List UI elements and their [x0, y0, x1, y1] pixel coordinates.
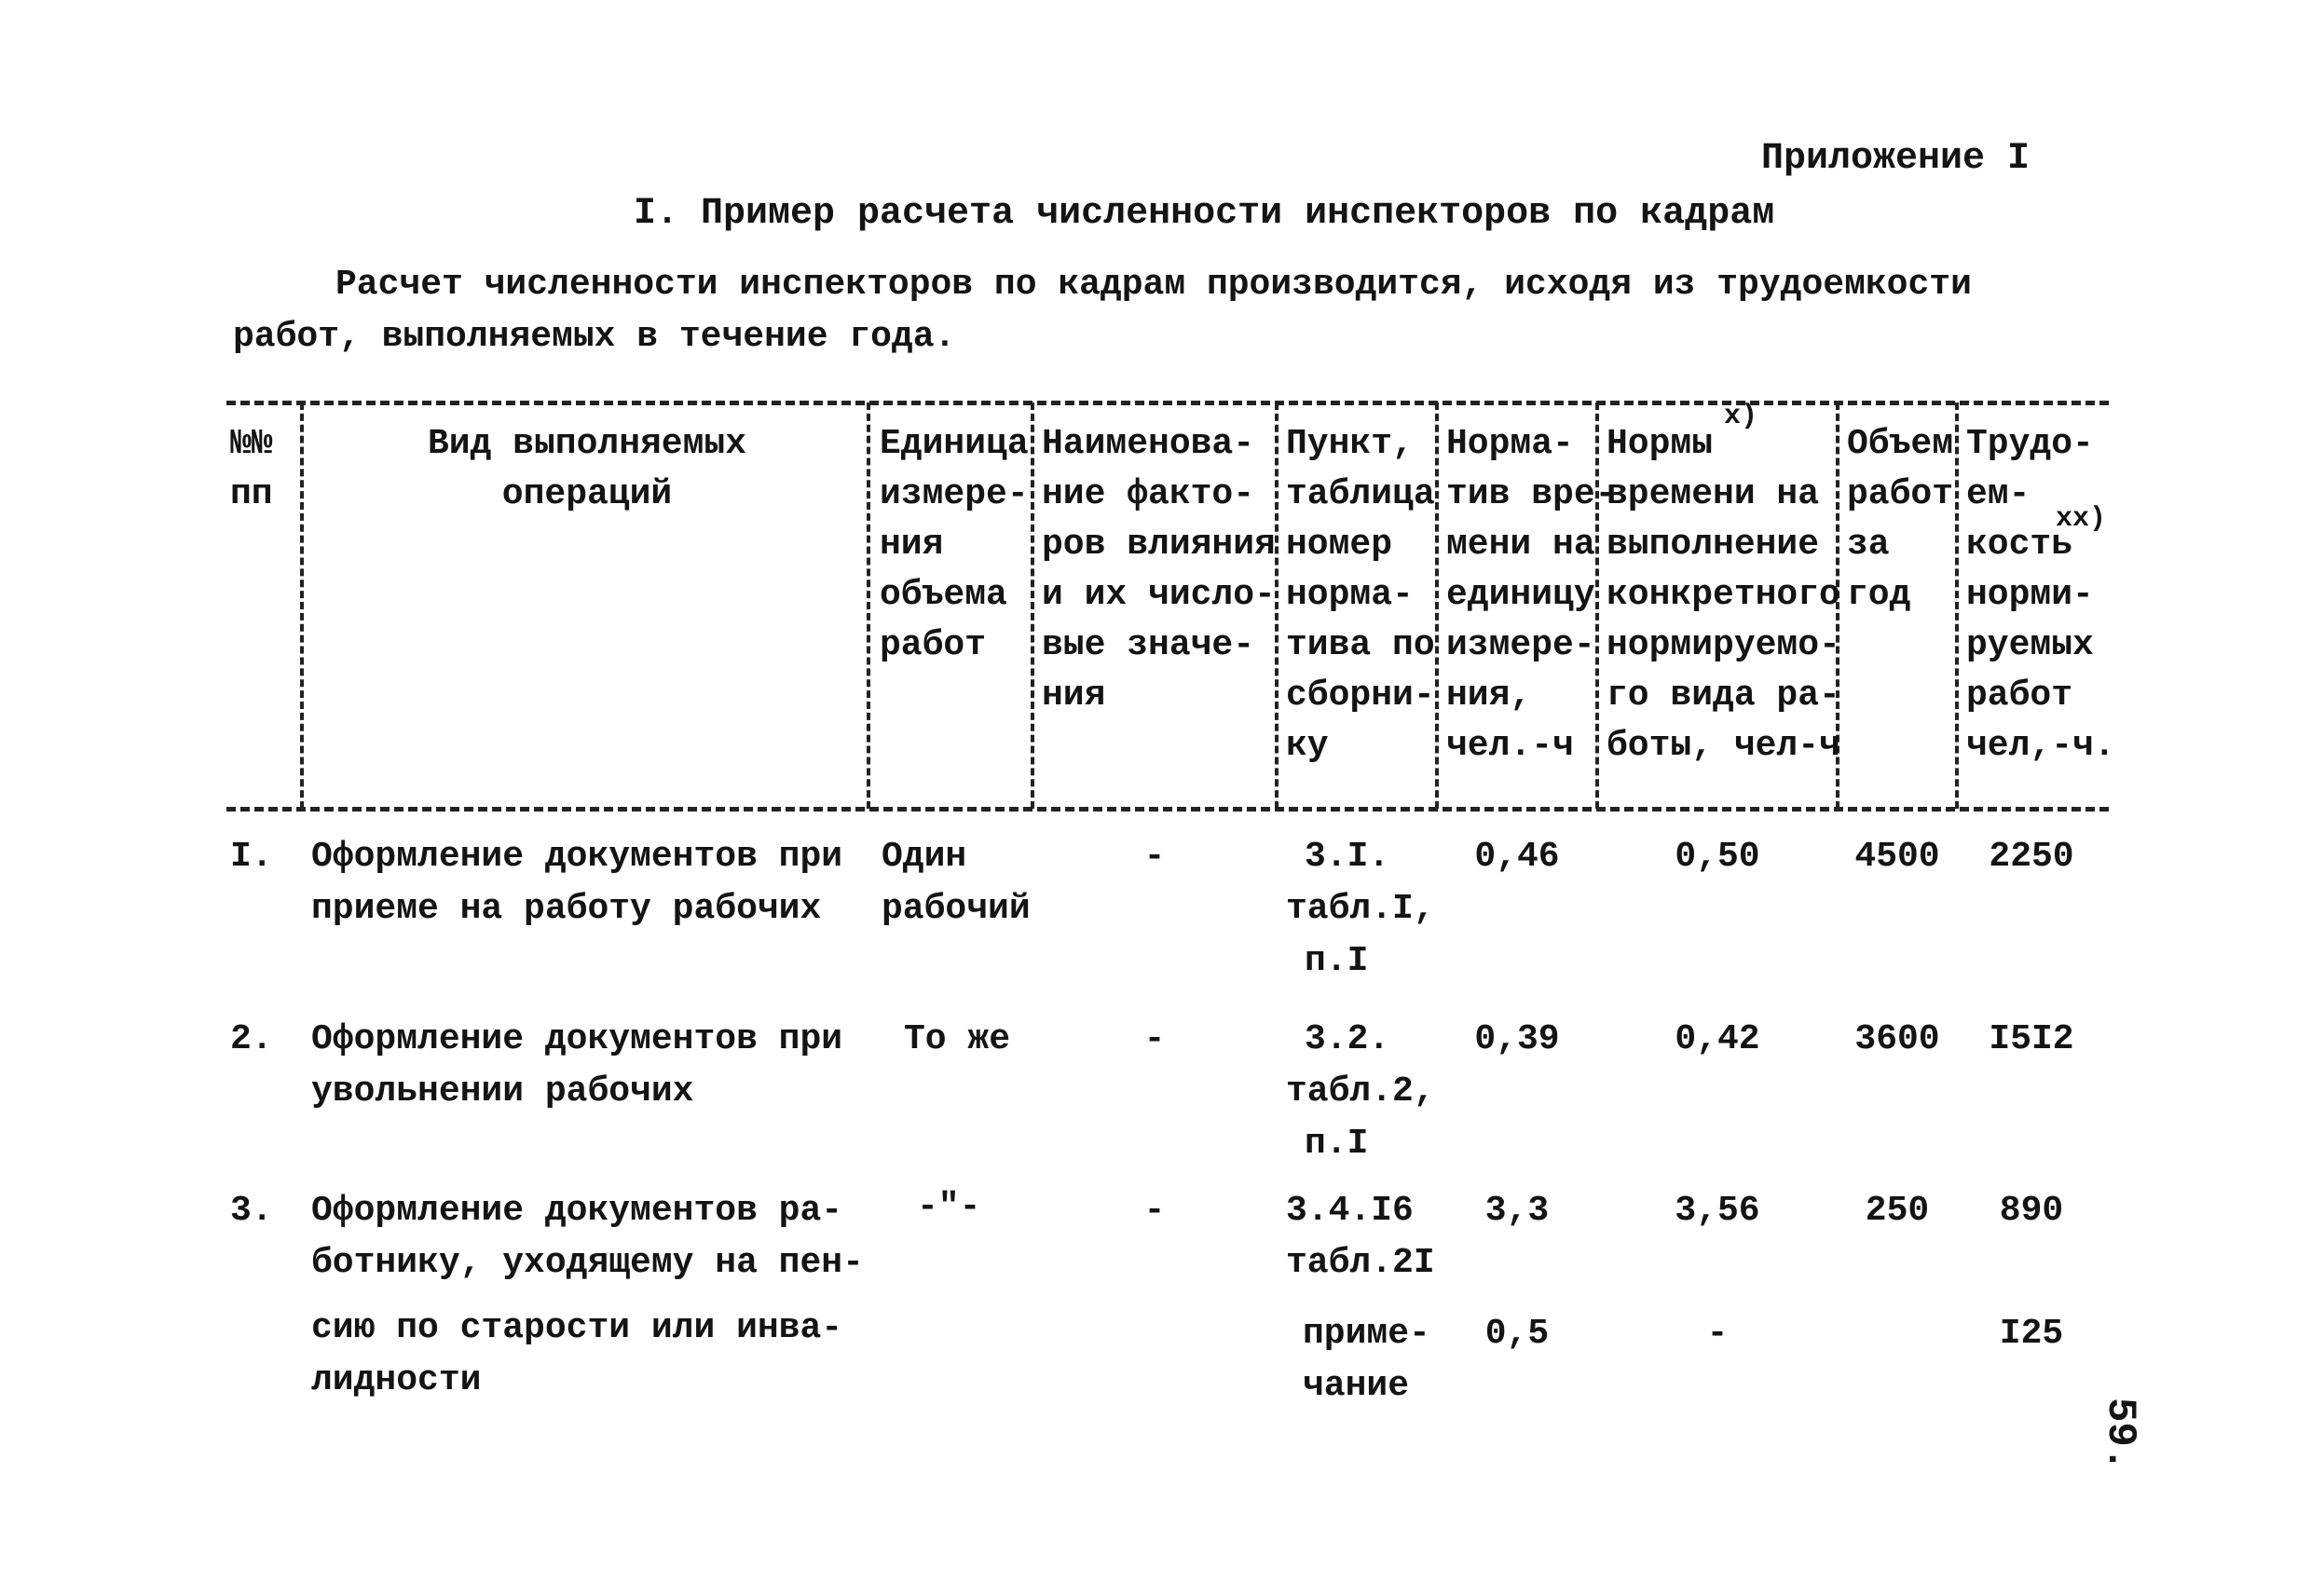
- header-cell-number: №№ пп: [230, 424, 273, 514]
- table-row-2-labor: I5I2: [1989, 1019, 2074, 1059]
- table-row-1-point: 3.I. табл.I, п.I: [1286, 837, 1435, 981]
- table-header-rule: [226, 807, 2109, 812]
- table-row-1-norm-unit: 0,46: [1474, 837, 1560, 877]
- table-row-3-unit: -"-: [917, 1187, 981, 1227]
- table-row-2-point: 3.2. табл.2, п.I: [1286, 1019, 1435, 1164]
- table-row-1-num: I.: [230, 837, 273, 877]
- table-row-2-factors: -: [1143, 1019, 1166, 1059]
- section-title: I. Пример расчета численности инспекторов по кадрам: [634, 193, 1775, 235]
- column-divider: [1031, 402, 1034, 809]
- header-cell-unit: Единица измере- ния объема работ: [880, 424, 1029, 665]
- table-row-2-volume: 3600: [1854, 1019, 1940, 1059]
- table-row-4-point: приме- чание: [1303, 1314, 1430, 1406]
- table-row-3-num: 3.: [230, 1191, 273, 1231]
- column-divider: [1955, 402, 1959, 809]
- table-row-1-operation: Оформление документов при приеме на работу рабочих: [311, 837, 843, 929]
- table-row-3-labor: 890: [1999, 1191, 2064, 1231]
- table-row-1-volume: 4500: [1854, 837, 1940, 877]
- table-row-3-volume: 250: [1865, 1191, 1930, 1231]
- table-row-2-norm-time: 0,42: [1675, 1019, 1760, 1059]
- table-row-3-factors: -: [1143, 1191, 1166, 1231]
- page-number: 59.: [2097, 1398, 2143, 1472]
- table-row-3-norm-time: 3,56: [1675, 1191, 1760, 1231]
- table-row-3-operation: Оформление документов ра- ботнику, уходящему на пен- сию по старости или инва- лидности: [311, 1191, 864, 1400]
- table-row-2-unit: То же: [904, 1019, 1011, 1059]
- table-row-2-norm-unit: 0,39: [1474, 1019, 1560, 1059]
- table-row-1-factors: -: [1143, 837, 1166, 877]
- footnote-mark-xx: xx): [2056, 503, 2107, 535]
- column-divider: [867, 402, 870, 809]
- column-divider: [300, 402, 304, 809]
- header-cell-norm-unit: Норма- тив вре- мени на единицу измере- ния, чел.-ч: [1446, 424, 1617, 766]
- table-row-4-norm-unit: 0,5: [1484, 1314, 1550, 1354]
- table-row-3-point: 3.4.I6 табл.2I: [1286, 1191, 1435, 1283]
- table-row-4-labor: I25: [1999, 1314, 2064, 1354]
- footnote-mark-x: x): [1724, 401, 1758, 432]
- appendix-label: Приложение I: [1761, 138, 2031, 180]
- table-row-1-labor: 2250: [1989, 837, 2074, 877]
- header-cell-norm-time: Нормы времени на выполнение конкретного нормируемо- го вида ра- боты, чел-ч: [1607, 424, 1840, 766]
- header-cell-factors: Наименова- ние факто- ров влияния и их числo- вые значе- ния: [1042, 424, 1276, 716]
- intro-text: Расчет численности инспекторов по кадрам производится, исходя из трудоемкости работ, выполняемых в течение года.: [233, 265, 1972, 357]
- header-cell-labor: Трудо- ем- кость норми- руемых работ чел,-ч.: [1966, 424, 2115, 766]
- table-top-rule: [226, 401, 2109, 405]
- column-divider: [1435, 402, 1439, 809]
- table-row-1-norm-time: 0,50: [1675, 837, 1760, 877]
- header-cell-point: Пункт, таблица номер норма- тива по сборни- ку: [1286, 424, 1435, 766]
- table-row-3-norm-unit: 3,3: [1484, 1191, 1550, 1231]
- intro-paragraph: [233, 259, 2115, 363]
- table-row-2-operation: Оформление документов при увольнении рабочих: [311, 1019, 843, 1112]
- header-cell-operation: Вид выполняемых операций: [427, 424, 747, 514]
- table-row-4-norm-time: -: [1706, 1314, 1729, 1354]
- header-cell-volume: Объем работ за год: [1847, 424, 1954, 615]
- table-row-1-unit: Один рабочий: [882, 837, 1031, 929]
- table-row-2-num: 2.: [230, 1019, 273, 1059]
